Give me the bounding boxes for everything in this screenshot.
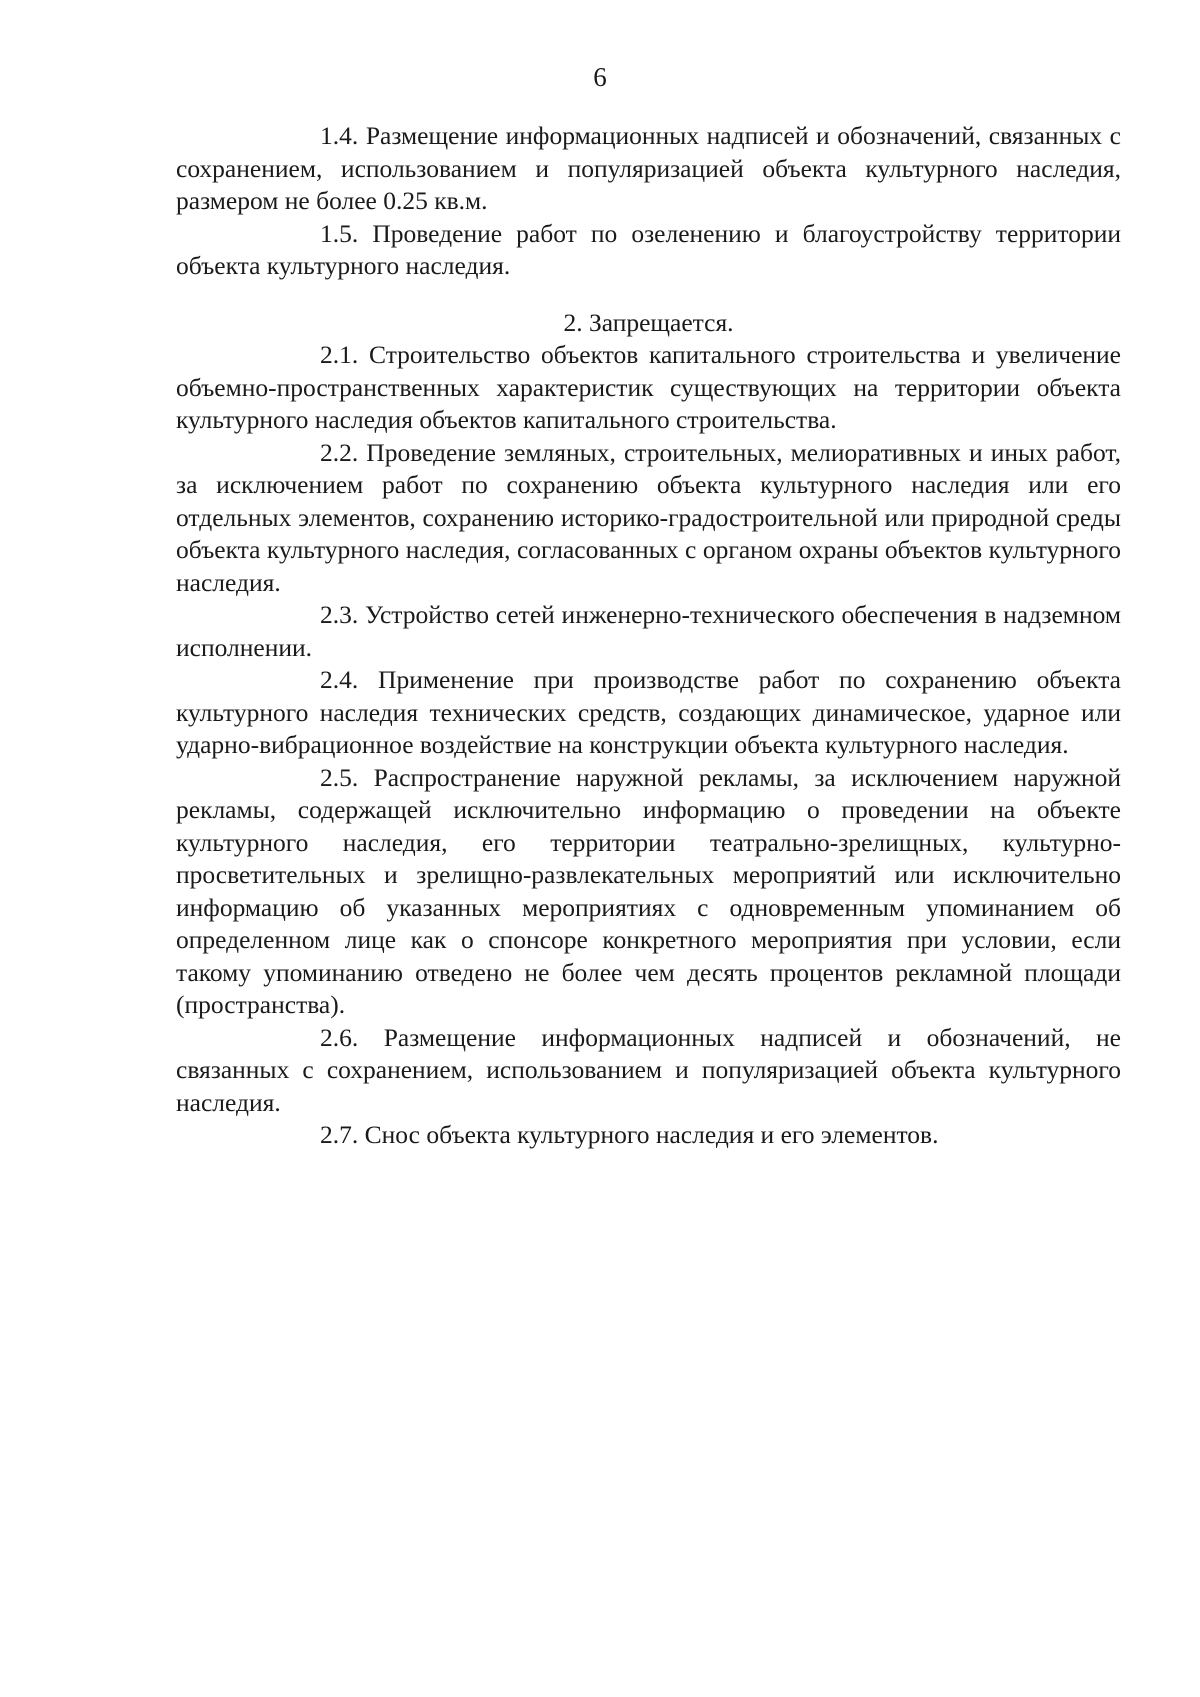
paragraph-text: Строительство объектов капитального строительства и увеличение объемно-пространственных характеристик существующих на территории объекта культурного наследия объектов капитального строительства. xyxy=(176,340,1121,434)
section-heading: 2. Запрещается. xyxy=(563,307,734,337)
paragraph-text: Распространение наружной рекламы, за исключением наружной рекламы, содержащей исключительно информацию о проведении на объекте культурного наследия, его территории театрально-зрелищных, культурно-просветительных и зрелищно-развлекательных мероприятий или исключительно информацию об указанных мероприятиях с одновременным упоминанием об определенном лице как о спонсоре конкретного мероприятия при условии, если такому упоминанию отведено не более чем десять процентов рекламной площади (пространства). xyxy=(176,762,1121,1019)
paragraph-number: 2.4. xyxy=(320,665,359,694)
paragraph-number: 2.6. xyxy=(320,1022,359,1052)
paragraph-text: Снос объекта культурного наследия и его элементов. xyxy=(364,1120,939,1149)
paragraph-2-7 xyxy=(176,1119,1121,1152)
paragraph-text: Размещение информационных надписей и обозначений, не связанных с сохранением, использованием и популяризацией объекта культурного наследия. xyxy=(176,1022,1122,1117)
paragraph-number: 2.5. xyxy=(320,762,359,792)
paragraph-2-5 xyxy=(176,762,1121,1022)
document-body xyxy=(176,120,1121,1152)
paragraph-number: 2.2. xyxy=(320,437,359,467)
paragraph-2-6 xyxy=(176,1022,1121,1120)
paragraph-text: Устройство сетей инженерно-технического обеспечения в надземном исполнении. xyxy=(176,600,1121,662)
paragraph-1-5 xyxy=(176,218,1121,283)
paragraph-1-4 xyxy=(176,120,1121,218)
paragraph-number: 2.7. xyxy=(320,1120,359,1149)
paragraph-2-2 xyxy=(176,437,1121,600)
paragraph-2-1 xyxy=(176,339,1121,437)
paragraph-number: 2.1. xyxy=(320,340,359,369)
paragraph-2-3 xyxy=(176,599,1121,664)
paragraph-text: Проведение работ по озеленению и благоустройству территории объекта культурного наследия. xyxy=(176,218,1122,280)
page-number: 6 xyxy=(593,62,607,92)
paragraph-text: Размещение информационных надписей и обозначений, связанных с сохранением, использованием и популяризацией объекта культурного наследия, размером не более 0.25 кв.м. xyxy=(176,121,1122,215)
paragraph-text: Применение при производстве работ по сохранению объекта культурного наследия технических средств, создающих динамическое, ударное или ударно-вибрационное воздействие на конструкции объекта культурного наследия. xyxy=(176,665,1121,759)
paragraph-number: 2.3. xyxy=(320,600,359,629)
paragraph-text: Проведение земляных, строительных, мелиоративных и иных работ, за исключением работ по сохранению объекта культурного наследия или его отдельных элементов, сохранению историко-градостроительной или природной среды объекта культурного наследия, согласованных с органом охраны объектов культурного наследия. xyxy=(176,437,1121,597)
paragraph-2-4 xyxy=(176,664,1121,762)
paragraph-number: 1.5. xyxy=(320,218,359,248)
paragraph-number: 1.4. xyxy=(320,121,359,150)
